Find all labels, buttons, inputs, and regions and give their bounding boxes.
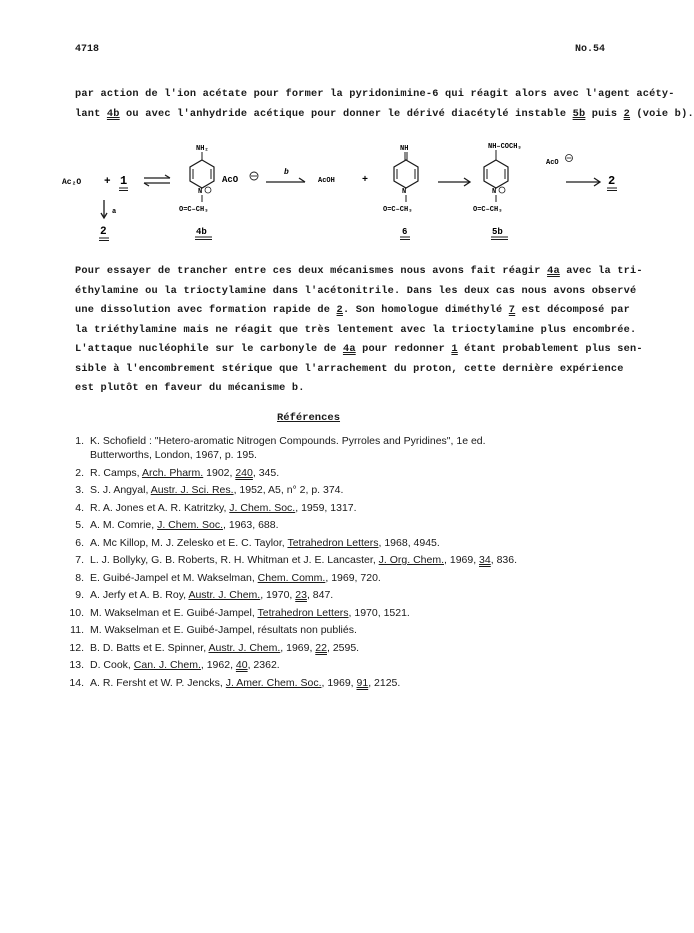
reference-text: , 1970,: [260, 589, 296, 601]
journal-name: J. Chem. Soc.: [157, 519, 224, 531]
reference-text: , 836.: [490, 554, 518, 566]
reference-text: , 2362.: [247, 659, 280, 671]
para2-line6: sible à l'encombrement stérique que l'arrachement du proton, cette dernière expérience: [75, 362, 624, 375]
svg-text:N: N: [492, 188, 497, 196]
reference-number: 5.: [75, 519, 84, 531]
reference-number: 12.: [69, 641, 84, 654]
reference-text: R. A. Jones et A. R. Katritzky,: [90, 501, 230, 514]
reference-text: , 1969, 720.: [325, 571, 381, 584]
compound-ref: 2: [623, 107, 631, 120]
label-4b: 4b: [196, 227, 207, 237]
reference-number: 13.: [69, 659, 84, 671]
pyridine-ring-5b: [484, 160, 508, 188]
reference-text: R. Camps,: [90, 466, 142, 479]
reference-text: S. J. Angyal,: [90, 484, 151, 496]
reference-text: , 2125.: [368, 676, 401, 689]
acetate-anion-2: AcO: [546, 159, 559, 167]
journal-name: Tetrahedron Letters: [257, 606, 349, 619]
journal-name: Austr. J. Sci. Res.: [150, 484, 234, 496]
volume-number: 40: [235, 659, 248, 671]
reference-item: [62, 466, 642, 480]
journal-name: J. Amer. Chem. Soc.: [225, 676, 322, 689]
carbonyl-5b: O=C–CH₃: [473, 206, 503, 214]
reference-text: M. Wakselman et E. Guibé-Jampel,: [90, 606, 258, 619]
reference-text: , 1969,: [444, 554, 480, 566]
reference-text: D. Cook,: [90, 659, 134, 671]
compound-ref: 7: [508, 304, 516, 316]
plus-sign-2: +: [362, 175, 369, 186]
plus-sign: +: [104, 176, 111, 188]
reference-text: A. R. Fersht et W. P. Jencks,: [90, 676, 226, 689]
reference-item: [62, 536, 642, 550]
reference-number: 4.: [75, 501, 84, 514]
references-heading: Références: [277, 412, 341, 424]
compound-ref: 4a: [547, 265, 560, 277]
journal-name: Austr. J. Chem.: [208, 641, 281, 654]
reference-text: M. Wakselman et E. Guibé-Jampel, résultats non publiés.: [90, 624, 357, 636]
reference-text: , 847.: [306, 589, 334, 601]
journal-name: Arch. Pharm.: [141, 466, 204, 479]
reference-text: E. Guibé-Jampel et M. Wakselman,: [90, 571, 258, 584]
reference-number: 11.: [70, 624, 84, 636]
reference-item: [62, 606, 642, 620]
reference-number: 1.: [75, 435, 84, 447]
reference-number: 3.: [75, 484, 84, 496]
para2-line7: est plutôt en faveur du mécanisme b.: [75, 382, 305, 394]
page-number: 4718: [75, 44, 100, 55]
reference-text: , 1952, A5, n° 2, p. 374.: [233, 484, 344, 496]
reference-text: A. Mc Killop, M. J. Zelesko et E. C. Taylor,: [90, 536, 288, 549]
compound-ref: 2: [336, 304, 343, 316]
para2-line4: la triéthylamine mais ne réagit que très lentement avec la trioctylamine plus encombrée.: [75, 323, 637, 336]
label-6: 6: [402, 227, 408, 237]
volume-number: 240: [235, 466, 253, 479]
carbonyl-4b: O=C–CH₃: [179, 206, 209, 214]
compound-ref: 1: [451, 343, 458, 355]
reference-number: 14.: [69, 676, 84, 689]
para1-line2: lant 4b ou avec l'anhydride acétique pour donner le dérivé diacétylé instable 5b puis 2 (voie b).: [75, 107, 694, 120]
reference-item: [62, 553, 642, 567]
reference-text: L. J. Bollyky, G. B. Roberts, R. H. Whitman et J. E. Lancaster,: [90, 554, 379, 566]
para2-line1: Pour essayer de trancher entre ces deux mécanismes nous avons fait réagir 4a avec la tri-: [75, 265, 643, 277]
reference-text: , 1969,: [280, 641, 316, 654]
journal-name: J. Org. Chem.: [378, 554, 445, 566]
reference-text: , 1970, 1521.: [348, 606, 410, 619]
pyridine-ring-6: [394, 160, 418, 188]
reference-number: 2.: [75, 466, 84, 479]
reference-item: [62, 658, 642, 672]
arrow-b-label: b: [284, 168, 289, 177]
arrow-a-label: a: [112, 208, 117, 216]
para2-line5: L'attaque nucléophile sur le carbonyle de 4a pour redonner 1 étant probablement plus sen-: [75, 343, 643, 355]
reference-text: , 1959, 1317.: [295, 501, 357, 514]
journal-name: Austr. J. Chem.: [188, 589, 261, 601]
reference-text: B. D. Batts et E. Spinner,: [90, 641, 209, 654]
journal-name: J. Chem. Soc.: [229, 501, 296, 514]
reference-number: 9.: [75, 589, 84, 601]
reaction-scheme: [60, 138, 630, 248]
reference-text: 1902,: [203, 466, 236, 479]
reference-item: [62, 434, 642, 462]
nh-cococh3-label: NH–COCH₃: [488, 143, 522, 151]
issue-number: No.54: [575, 44, 606, 55]
nh2-label: NH₂: [196, 145, 209, 153]
reference-item: [62, 501, 642, 515]
reference-text: , 1969,: [321, 676, 357, 689]
reference-number: 10.: [69, 606, 84, 619]
volume-number: 34: [479, 554, 491, 566]
reference-continuation: Butterworths, London, 1967, p. 195.: [90, 449, 257, 461]
carbonyl-6: O=C–CH₃: [383, 206, 413, 214]
compound-2-left: 2: [100, 226, 107, 238]
reference-item: [62, 623, 642, 637]
reference-item: [62, 518, 642, 532]
reference-text: A. M. Comrie,: [90, 519, 158, 531]
para1-line1: par action de l'ion acétate pour former la pyridonimine-6 qui réagit alors avec l'agent acéty-: [75, 88, 675, 100]
reference-text: , 1963, 688.: [223, 519, 279, 531]
para2-line3: une dissolution avec formation rapide de 2. Son homologue diméthylé 7 est décomposé par: [75, 304, 631, 316]
reference-item: [62, 571, 642, 585]
references-list: [62, 434, 642, 693]
compound-ref: 4a: [342, 343, 356, 355]
paragraph-1: [75, 88, 694, 127]
svg-text:N: N: [402, 188, 407, 196]
reference-number: 8.: [75, 571, 84, 584]
label-5b: 5b: [492, 227, 503, 237]
acoh-label: AcOH: [318, 177, 335, 185]
compound-1-label: 1: [120, 174, 128, 188]
volume-number: 23: [295, 589, 307, 601]
reference-text: , 1968, 4945.: [378, 536, 440, 549]
ac2o-label: Ac₂O: [62, 178, 82, 187]
reference-number: 6.: [75, 536, 84, 549]
compound-ref: 5b: [572, 107, 586, 120]
reference-text: , 345.: [252, 466, 280, 479]
journal-name: Tetrahedron Letters: [287, 536, 379, 549]
journal-name: Can. J. Chem.: [133, 659, 201, 671]
journal-name: Chem. Comm.: [257, 571, 326, 584]
pyridine-ring-4b: [190, 160, 214, 188]
paragraph-2: [75, 265, 643, 402]
reference-text: , 2595.: [326, 641, 360, 654]
svg-text:N: N: [198, 188, 203, 196]
acetate-anion: AcO: [222, 175, 239, 185]
volume-number: 91: [356, 676, 369, 689]
reference-text: K. Schofield : "Hetero-aromatic Nitrogen Compounds. Pyrroles and Pyridines", 1e ed.: [90, 435, 486, 447]
reference-text: , 1962,: [200, 659, 236, 671]
reference-item: [62, 641, 642, 655]
reference-item: [62, 676, 642, 690]
reference-text: A. Jerfy et A. B. Roy,: [90, 589, 189, 601]
reference-item: [62, 588, 642, 602]
reference-item: [62, 483, 642, 497]
volume-number: 22: [315, 641, 327, 654]
product-2-label: 2: [608, 174, 616, 188]
reference-number: 7.: [75, 554, 84, 566]
compound-ref: 4b: [106, 107, 120, 120]
nh-label: NH: [400, 145, 409, 153]
para2-line2: éthylamine ou la trioctylamine dans l'acétonitrile. Dans les deux cas nous avons observé: [75, 284, 637, 297]
